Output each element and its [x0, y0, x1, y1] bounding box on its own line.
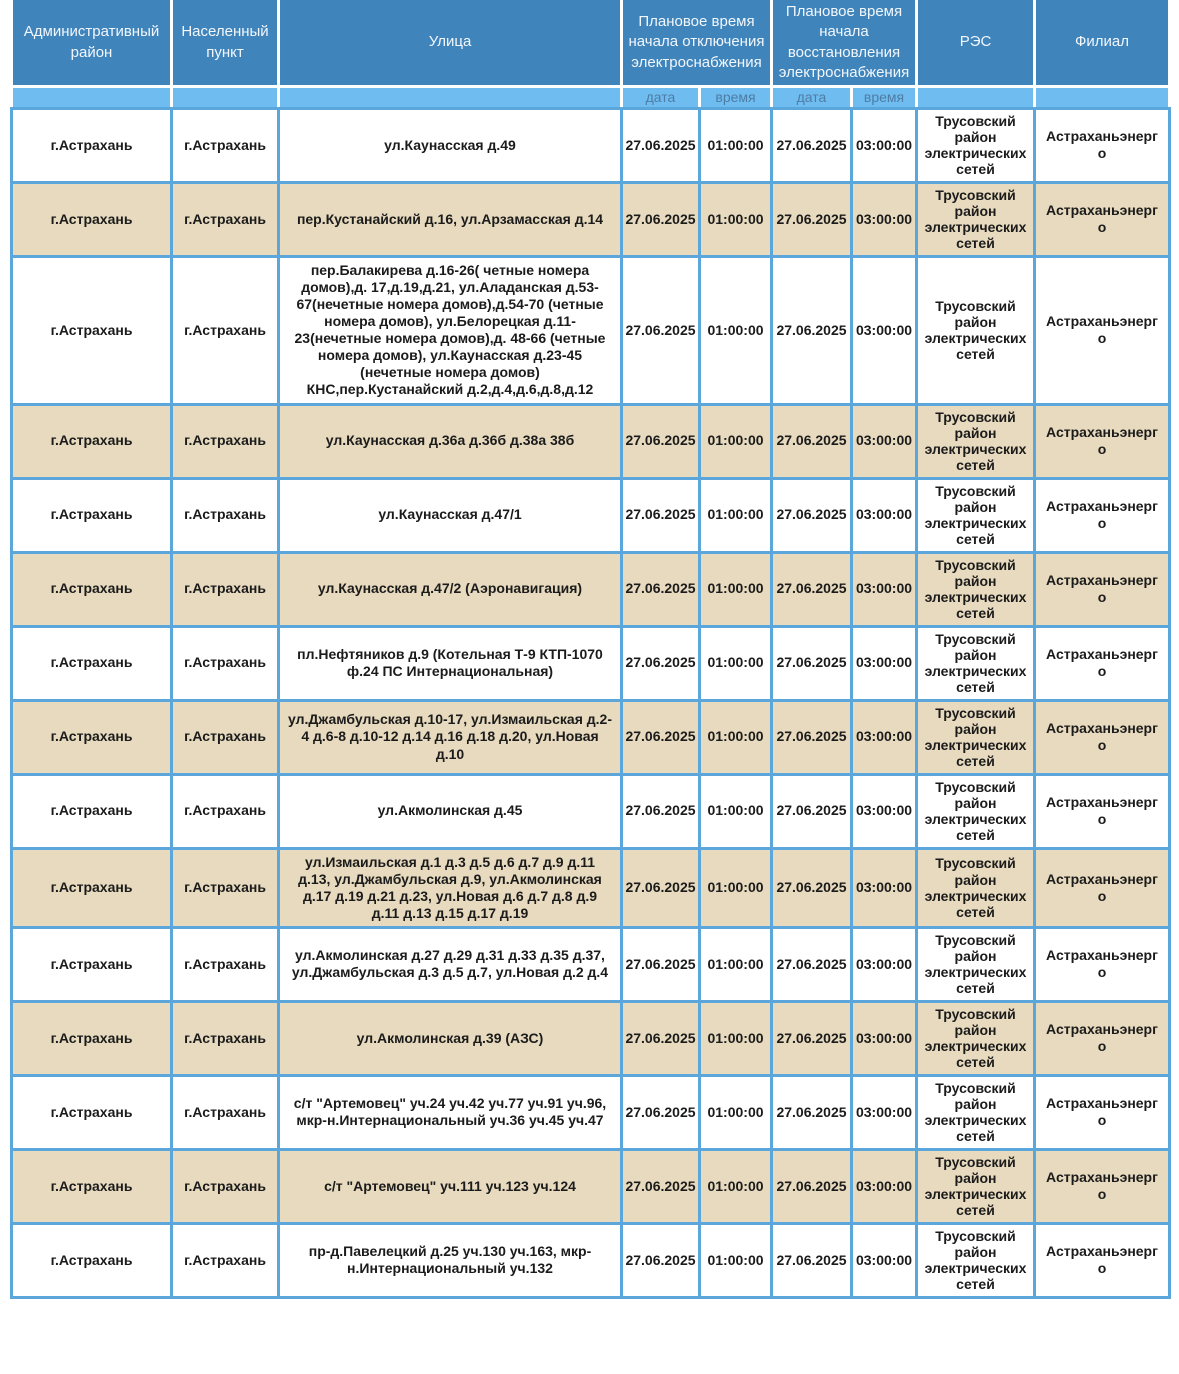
settlement-cell: г.Астрахань: [172, 478, 279, 552]
district-cell: г.Астрахань: [12, 1001, 172, 1075]
table-header: [12, 0, 1170, 108]
restore-date-cell: 27.06.2025: [772, 700, 852, 774]
outage-time-cell: 01:00:00: [700, 774, 772, 848]
branch-cell: Астраханьэнерго: [1035, 404, 1170, 478]
district-cell: г.Астрахань: [12, 927, 172, 1001]
district-cell: г.Астрахань: [12, 182, 172, 256]
settlement-cell: г.Астрахань: [172, 848, 279, 927]
restore-time-cell: 03:00:00: [852, 108, 917, 182]
res-cell: Трусовский район электрических сетей: [917, 552, 1035, 626]
table-row: [12, 1075, 1170, 1149]
subheader-settlement-empty: [172, 87, 279, 109]
restore-date-cell: 27.06.2025: [772, 1223, 852, 1297]
restore-date-cell: 27.06.2025: [772, 256, 852, 404]
district-cell: г.Астрахань: [12, 1075, 172, 1149]
settlement-cell: г.Астрахань: [172, 182, 279, 256]
res-cell: Трусовский район электрических сетей: [917, 182, 1035, 256]
district-cell: г.Астрахань: [12, 404, 172, 478]
res-cell: Трусовский район электрических сетей: [917, 1075, 1035, 1149]
settlement-cell: г.Астрахань: [172, 927, 279, 1001]
subheader-restore-date: дата: [772, 87, 852, 109]
street-cell: ул.Акмолинская д.45: [279, 774, 622, 848]
restore-date-cell: 27.06.2025: [772, 626, 852, 700]
table-row: [12, 108, 1170, 182]
restore-date-cell: 27.06.2025: [772, 848, 852, 927]
settlement-cell: г.Астрахань: [172, 256, 279, 404]
res-cell: Трусовский район электрических сетей: [917, 626, 1035, 700]
res-cell: Трусовский район электрических сетей: [917, 1001, 1035, 1075]
restore-time-cell: 03:00:00: [852, 182, 917, 256]
district-cell: г.Астрахань: [12, 774, 172, 848]
district-cell: г.Астрахань: [12, 256, 172, 404]
subheader-restore-time: время: [852, 87, 917, 109]
table-row: [12, 774, 1170, 848]
restore-time-cell: 03:00:00: [852, 626, 917, 700]
table-row: [12, 1149, 1170, 1223]
outage-date-cell: 27.06.2025: [622, 1001, 700, 1075]
settlement-cell: г.Астрахань: [172, 626, 279, 700]
street-cell: с/т "Артемовец" уч.111 уч.123 уч.124: [279, 1149, 622, 1223]
res-cell: Трусовский район электрических сетей: [917, 1149, 1035, 1223]
branch-cell: Астраханьэнерго: [1035, 1149, 1170, 1223]
header-outage-group: Плановое время начала отключения электроснабжения: [622, 0, 772, 87]
table-row: [12, 848, 1170, 927]
outage-time-cell: 01:00:00: [700, 626, 772, 700]
district-cell: г.Астрахань: [12, 1223, 172, 1297]
restore-date-cell: 27.06.2025: [772, 108, 852, 182]
outage-date-cell: 27.06.2025: [622, 478, 700, 552]
street-cell: ул.Каунасская д.47/2 (Аэронавигация): [279, 552, 622, 626]
restore-date-cell: 27.06.2025: [772, 927, 852, 1001]
district-cell: г.Астрахань: [12, 478, 172, 552]
restore-time-cell: 03:00:00: [852, 478, 917, 552]
header-row: [12, 0, 1170, 87]
restore-date-cell: 27.06.2025: [772, 1001, 852, 1075]
outage-time-cell: 01:00:00: [700, 256, 772, 404]
restore-date-cell: 27.06.2025: [772, 552, 852, 626]
outage-date-cell: 27.06.2025: [622, 1223, 700, 1297]
outage-date-cell: 27.06.2025: [622, 1149, 700, 1223]
street-cell: пер.Кустанайский д.16, ул.Арзамасская д.14: [279, 182, 622, 256]
outage-date-cell: 27.06.2025: [622, 927, 700, 1001]
restore-date-cell: 27.06.2025: [772, 404, 852, 478]
restore-date-cell: 27.06.2025: [772, 182, 852, 256]
res-cell: Трусовский район электрических сетей: [917, 404, 1035, 478]
branch-cell: Астраханьэнерго: [1035, 1223, 1170, 1297]
res-cell: Трусовский район электрических сетей: [917, 774, 1035, 848]
district-cell: г.Астрахань: [12, 626, 172, 700]
header-settlement: Населенный пункт: [172, 0, 279, 87]
district-cell: г.Астрахань: [12, 700, 172, 774]
district-cell: г.Астрахань: [12, 108, 172, 182]
outage-date-cell: 27.06.2025: [622, 774, 700, 848]
table-row: [12, 552, 1170, 626]
branch-cell: Астраханьэнерго: [1035, 182, 1170, 256]
street-cell: ул.Каунасская д.47/1: [279, 478, 622, 552]
restore-time-cell: 03:00:00: [852, 552, 917, 626]
street-cell: ул.Измаильская д.1 д.3 д.5 д.6 д.7 д.9 д.11 д.13, ул.Джамбульская д.9, ул.Акмолинская д.17 д.19 д.21 д.23, ул.Новая д.6 д.7 д.8 д.9 д.11 д.13 д.15 д.17 д.19: [279, 848, 622, 927]
outage-time-cell: 01:00:00: [700, 478, 772, 552]
restore-time-cell: 03:00:00: [852, 927, 917, 1001]
restore-time-cell: 03:00:00: [852, 1149, 917, 1223]
outage-date-cell: 27.06.2025: [622, 848, 700, 927]
street-cell: ул.Акмолинская д.27 д.29 д.31 д.33 д.35 д.37, ул.Джамбульская д.3 д.5 д.7, ул.Новая д.2 д.4: [279, 927, 622, 1001]
res-cell: Трусовский район электрических сетей: [917, 108, 1035, 182]
restore-date-cell: 27.06.2025: [772, 774, 852, 848]
branch-cell: Астраханьэнерго: [1035, 774, 1170, 848]
header-district: Административный район: [12, 0, 172, 87]
district-cell: г.Астрахань: [12, 552, 172, 626]
outage-time-cell: 01:00:00: [700, 1075, 772, 1149]
restore-time-cell: 03:00:00: [852, 774, 917, 848]
table-row: [12, 478, 1170, 552]
outage-time-cell: 01:00:00: [700, 1001, 772, 1075]
restore-date-cell: 27.06.2025: [772, 1075, 852, 1149]
district-cell: г.Астрахань: [12, 1149, 172, 1223]
outage-time-cell: 01:00:00: [700, 1223, 772, 1297]
table-row: [12, 626, 1170, 700]
subheader-outage-time: время: [700, 87, 772, 109]
branch-cell: Астраханьэнерго: [1035, 927, 1170, 1001]
outage-time-cell: 01:00:00: [700, 552, 772, 626]
branch-cell: Астраханьэнерго: [1035, 700, 1170, 774]
street-cell: ул.Каунасская д.36а д.36б д.38а 38б: [279, 404, 622, 478]
branch-cell: Астраханьэнерго: [1035, 1001, 1170, 1075]
settlement-cell: г.Астрахань: [172, 774, 279, 848]
restore-time-cell: 03:00:00: [852, 1001, 917, 1075]
outage-time-cell: 01:00:00: [700, 1149, 772, 1223]
table-row: [12, 404, 1170, 478]
branch-cell: Астраханьэнерго: [1035, 552, 1170, 626]
res-cell: Трусовский район электрических сетей: [917, 1223, 1035, 1297]
outage-date-cell: 27.06.2025: [622, 1075, 700, 1149]
settlement-cell: г.Астрахань: [172, 1001, 279, 1075]
subheader-outage-date: дата: [622, 87, 700, 109]
settlement-cell: г.Астрахань: [172, 552, 279, 626]
restore-time-cell: 03:00:00: [852, 848, 917, 927]
restore-time-cell: 03:00:00: [852, 1075, 917, 1149]
outage-date-cell: 27.06.2025: [622, 404, 700, 478]
outage-date-cell: 27.06.2025: [622, 700, 700, 774]
res-cell: Трусовский район электрических сетей: [917, 700, 1035, 774]
settlement-cell: г.Астрахань: [172, 1149, 279, 1223]
branch-cell: Астраханьэнерго: [1035, 256, 1170, 404]
res-cell: Трусовский район электрических сетей: [917, 478, 1035, 552]
settlement-cell: г.Астрахань: [172, 404, 279, 478]
branch-cell: Астраханьэнерго: [1035, 626, 1170, 700]
subheader-district-empty: [12, 87, 172, 109]
outage-time-cell: 01:00:00: [700, 848, 772, 927]
table-row: [12, 256, 1170, 404]
header-restore-group: Плановое время начала восстановления электроснабжения: [772, 0, 917, 87]
outage-date-cell: 27.06.2025: [622, 182, 700, 256]
subheader-res-empty: [917, 87, 1035, 109]
table-row: [12, 1001, 1170, 1075]
res-cell: Трусовский район электрических сетей: [917, 256, 1035, 404]
res-cell: Трусовский район электрических сетей: [917, 848, 1035, 927]
street-cell: ул.Акмолинская д.39 (АЗС): [279, 1001, 622, 1075]
branch-cell: Астраханьэнерго: [1035, 848, 1170, 927]
table-row: [12, 182, 1170, 256]
restore-date-cell: 27.06.2025: [772, 478, 852, 552]
restore-time-cell: 03:00:00: [852, 700, 917, 774]
outage-time-cell: 01:00:00: [700, 404, 772, 478]
restore-time-cell: 03:00:00: [852, 404, 917, 478]
header-branch: Филиал: [1035, 0, 1170, 87]
table-row: [12, 927, 1170, 1001]
res-cell: Трусовский район электрических сетей: [917, 927, 1035, 1001]
outage-table-body: [12, 108, 1170, 1297]
outage-date-cell: 27.06.2025: [622, 626, 700, 700]
street-cell: ул.Джамбульская д.10-17, ул.Измаильская д.2-4 д.6-8 д.10-12 д.14 д.16 д.18 д.20, ул.Новая д.10: [279, 700, 622, 774]
street-cell: пер.Балакирева д.16-26( четные номера домов),д. 17,д.19,д.21, ул.Аладанская д.53-67(нечетные номера домов),д.54-70 (четные номера домов), ул.Белорецкая д.11-23(нечетные номера домов),д. 48-66 (четные номера домов), ул.Каунасская д.23-45 (нечетные номера домов) КНС,пер.Кустанайский д.2,д.4,д.6,д.8,д.12: [279, 256, 622, 404]
street-cell: ул.Каунасская д.49: [279, 108, 622, 182]
subheader-street-empty: [279, 87, 622, 109]
settlement-cell: г.Астрахань: [172, 1075, 279, 1149]
settlement-cell: г.Астрахань: [172, 1223, 279, 1297]
district-cell: г.Астрахань: [12, 848, 172, 927]
header-street: Улица: [279, 0, 622, 87]
table-row: [12, 1223, 1170, 1297]
restore-time-cell: 03:00:00: [852, 256, 917, 404]
outage-date-cell: 27.06.2025: [622, 108, 700, 182]
subheader-branch-empty: [1035, 87, 1170, 109]
outage-schedule-table: [10, 0, 1171, 1299]
outage-date-cell: 27.06.2025: [622, 256, 700, 404]
branch-cell: Астраханьэнерго: [1035, 478, 1170, 552]
outage-time-cell: 01:00:00: [700, 108, 772, 182]
outage-time-cell: 01:00:00: [700, 700, 772, 774]
settlement-cell: г.Астрахань: [172, 108, 279, 182]
subheader-row: [12, 87, 1170, 109]
branch-cell: Астраханьэнерго: [1035, 1075, 1170, 1149]
street-cell: пр-д.Павелецкий д.25 уч.130 уч.163, мкр-н.Интернациональный уч.132: [279, 1223, 622, 1297]
restore-time-cell: 03:00:00: [852, 1223, 917, 1297]
branch-cell: Астраханьэнерго: [1035, 108, 1170, 182]
outage-time-cell: 01:00:00: [700, 182, 772, 256]
restore-date-cell: 27.06.2025: [772, 1149, 852, 1223]
table-row: [12, 700, 1170, 774]
street-cell: пл.Нефтяников д.9 (Котельная Т-9 КТП-1070 ф.24 ПС Интернациональная): [279, 626, 622, 700]
outage-date-cell: 27.06.2025: [622, 552, 700, 626]
outage-time-cell: 01:00:00: [700, 927, 772, 1001]
settlement-cell: г.Астрахань: [172, 700, 279, 774]
header-res: РЭС: [917, 0, 1035, 87]
street-cell: с/т "Артемовец" уч.24 уч.42 уч.77 уч.91 уч.96, мкр-н.Интернациональный уч.36 уч.45 уч.47: [279, 1075, 622, 1149]
